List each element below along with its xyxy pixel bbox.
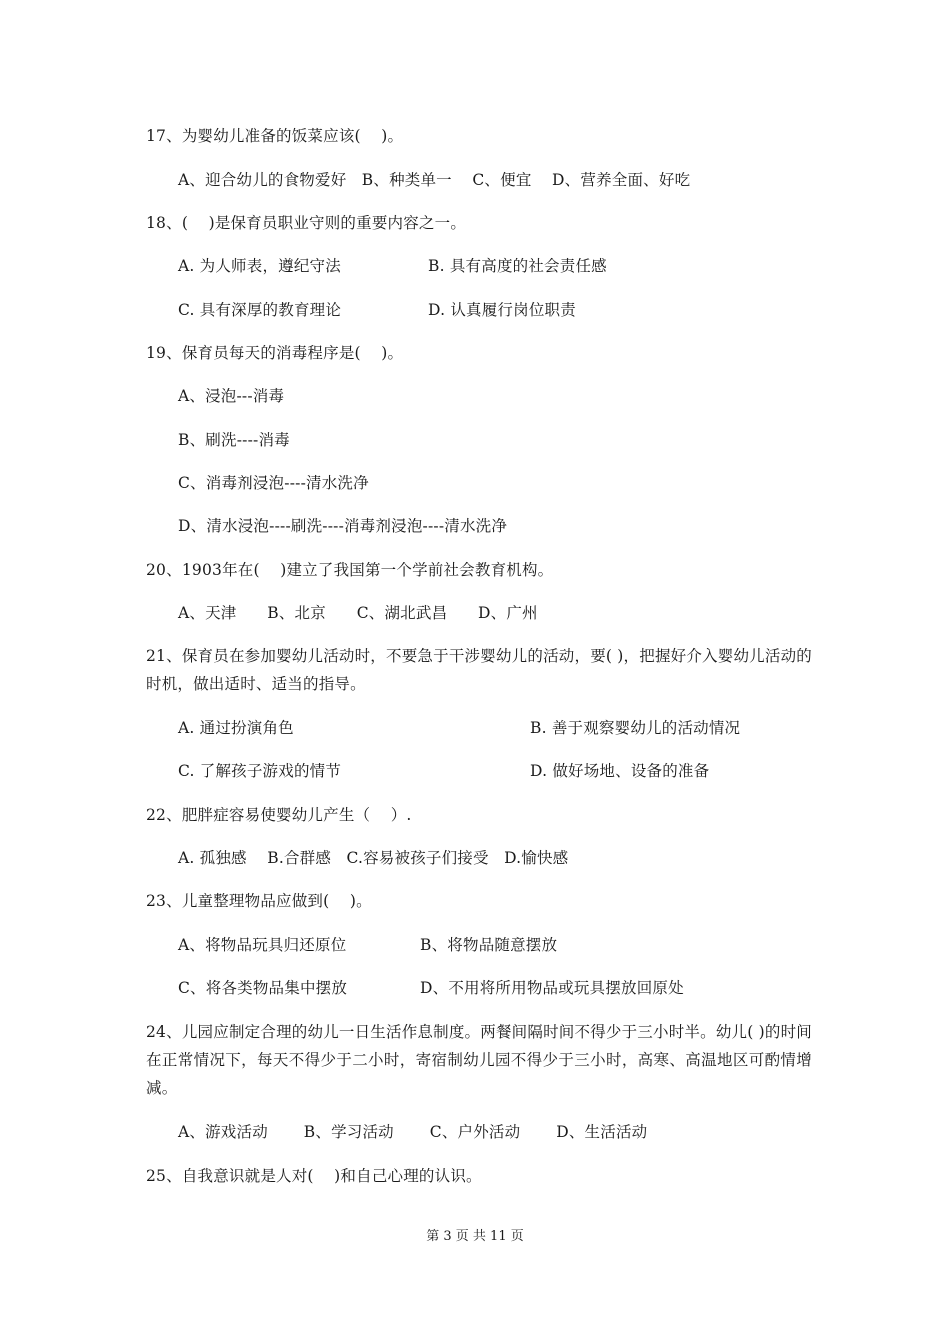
question-21-option-b: B. 善于观察婴幼儿的活动情况 — [530, 719, 741, 737]
question-23-option-a: A、将物品玩具归还原位 — [178, 936, 347, 954]
question-21-option-d: D. 做好场地、设备的准备 — [530, 762, 710, 780]
question-24-options: A、游戏活动 B、学习活动 C、户外活动 D、生活活动 — [178, 1123, 648, 1141]
question-19-option-b: B、刷洗----消毒 — [178, 431, 290, 449]
question-17-stem: 17、为婴幼儿准备的饭菜应该( )。 — [146, 127, 404, 145]
question-18-option-d: D. 认真履行岗位职责 — [428, 301, 576, 319]
question-23-option-b: B、将物品随意摆放 — [420, 936, 558, 954]
question-22-stem: 22、肥胖症容易使婴幼儿产生（ ）. — [146, 806, 412, 824]
question-21-option-c: C. 了解孩子游戏的情节 — [178, 762, 342, 780]
question-21-stem: 21、保育员在参加婴幼儿活动时，不要急于干涉婴幼儿的活动，要( )，把握好介入婴幼儿活动的时机，做出适时、适当的指导。 — [146, 647, 812, 693]
question-23-option-c: C、将各类物品集中摆放 — [178, 979, 348, 997]
page-number-footer: 第 3 页 共 11 页 — [426, 1229, 524, 1244]
question-18-option-a: A. 为人师表，遵纪守法 — [178, 257, 341, 275]
question-19-option-c: C、消毒剂浸泡----清水洗净 — [178, 474, 369, 492]
question-20-stem: 20、1903年在( )建立了我国第一个学前社会教育机构。 — [146, 561, 554, 579]
question-21-option-a: A. 通过扮演角色 — [178, 719, 294, 737]
question-23-option-d: D、不用将所用物品或玩具摆放回原处 — [420, 979, 684, 997]
question-24-stem: 24、儿园应制定合理的幼儿一日生活作息制度。两餐间隔时间不得少于三小时半。幼儿( )的时间在正常情况下，每天不得少于二小时，寄宿制幼儿园不得少于三小时，高寒、高温地区可酌情增减。 — [146, 1023, 812, 1097]
question-17-options: A、迎合幼儿的食物爱好 B、种类单一 C、便宜 D、营养全面、好吃 — [178, 171, 691, 189]
question-18-option-c: C. 具有深厚的教育理论 — [178, 301, 342, 319]
question-19-option-a: A、浸泡---消毒 — [178, 387, 285, 405]
question-20-options: A、天津 B、北京 C、湖北武昌 D、广州 — [178, 604, 538, 622]
question-19-option-d: D、清水浸泡----刷洗----消毒剂浸泡----清水洗净 — [178, 517, 508, 535]
question-18-stem: 18、( )是保育员职业守则的重要内容之一。 — [146, 214, 467, 232]
question-18-option-b: B. 具有高度的社会责任感 — [428, 257, 607, 275]
question-25-stem: 25、自我意识就是人对( )和自己心理的认识。 — [146, 1167, 482, 1185]
question-19-stem: 19、保育员每天的消毒程序是( )。 — [146, 344, 404, 362]
question-22-options: A. 孤独感 B.合群感 C.容易被孩子们接受 D.愉快感 — [178, 849, 569, 867]
question-23-stem: 23、儿童整理物品应做到( )。 — [146, 892, 372, 910]
